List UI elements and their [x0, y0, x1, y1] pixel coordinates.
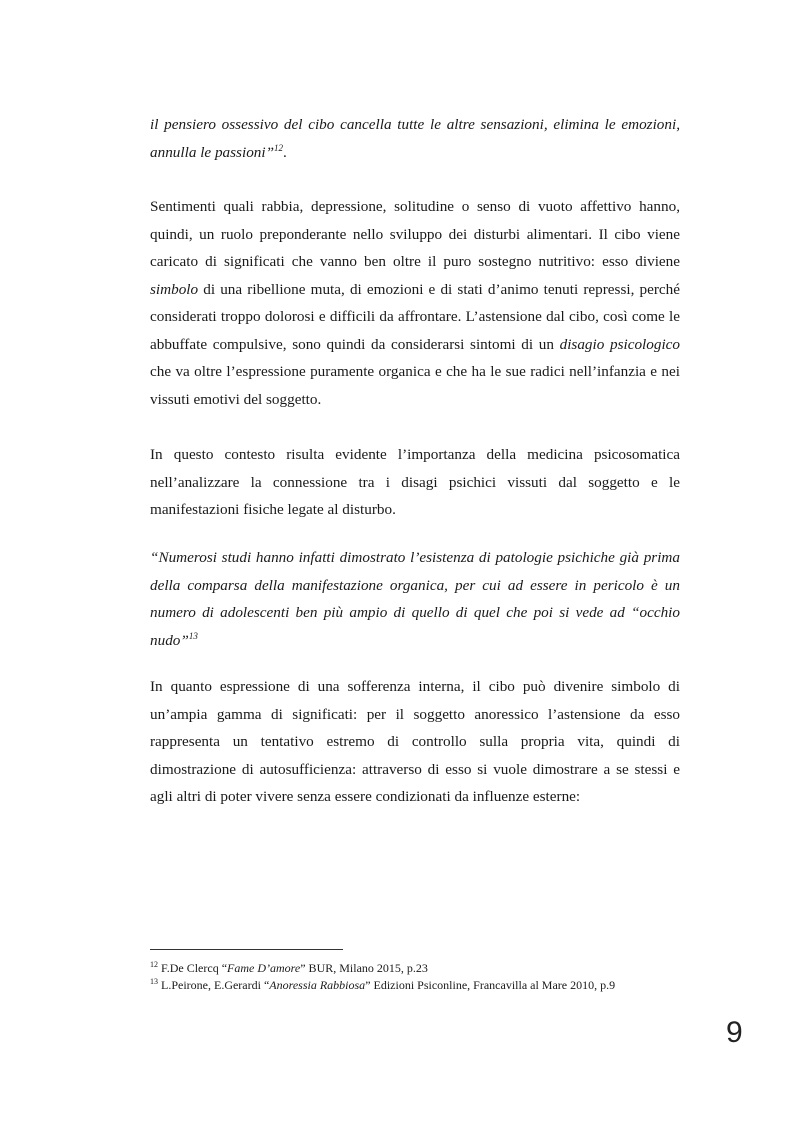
p2-part-e: che va oltre l’espressione puramente organica e che ha le sue radici nell’infanzia e nei vissuti emotivi del soggetto. [150, 363, 680, 408]
p2-part-c: di una ribellione muta, di emozioni e di stati d’animo tenuti repressi, perché considerati troppo dolorosi e difficili da affrontare. L’astensione dal cibo, così come le abbuffate compulsive, sono quindi da considerarsi sintomi di un [150, 280, 680, 353]
footnote-13-author: L.Peirone, E.Gerardi “ [161, 978, 270, 992]
footnote-13 [150, 977, 710, 993]
p3-text: In questo contesto risulta evidente l’importanza della medicina psicosomatica nell’analizzare la connessione tra i disagi psichici vissuti dal soggetto e le manifestazioni fisiche legate al disturbo. [150, 446, 680, 518]
footnote-12-title: Fame D’amore [227, 961, 301, 975]
paragraph-quote-2 [150, 544, 680, 654]
quote-1-text: il pensiero ossessivo del cibo cancella tutte le altre sensazioni, elimina le emozioni, annulla le passioni” [150, 116, 680, 161]
p5-text: In quanto espressione di una sofferenza interna, il cibo può divenire simbolo di un’ampia gamma di significati: per il soggetto anoressico l’astensione da esso rappresenta un tentativo estremo di controllo sulla propria vita, quindi di dimostrazione di autosufficienza: attraverso di esso si vuole dimostrare a se stessi e agli altri di poter vivere senza essere condizionati da influenze esterne: [150, 678, 680, 805]
footnote-12-author: F.De Clercq “ [161, 961, 228, 975]
p2-part-a: Sentimenti quali rabbia, depressione, solitudine o senso di vuoto affettivo hanno, quindi, un ruolo preponderante nello sviluppo dei disturbi alimentari. Il cibo viene caricato di significati che vanno ben oltre il puro sostegno nutritivo: esso diviene [150, 198, 680, 270]
footnote-divider [150, 949, 343, 950]
footnote-13-details: ” Edizioni Psiconline, Francavilla al Mare 2010, p.9 [365, 978, 616, 992]
quote-1-end: . [283, 143, 287, 161]
footnote-12 [150, 960, 710, 976]
footnote-12-number: 12 [150, 960, 158, 969]
page-number: 9 [726, 1016, 743, 1049]
paragraph-5 [150, 673, 680, 811]
paragraph-2 [150, 193, 680, 413]
footnote-ref-13[interactable]: 13 [188, 630, 198, 641]
p2-emphasis-disagio: disagio psicologico [559, 335, 680, 353]
footnote-ref-12[interactable]: 12 [274, 142, 284, 153]
footnote-13-title: Anoressia Rabbiosa [269, 978, 366, 992]
paragraph-quote-1 [150, 111, 680, 166]
footnote-13-number: 13 [150, 977, 158, 986]
paragraph-3 [150, 441, 680, 524]
p2-emphasis-simbolo: simbolo [150, 280, 199, 298]
footnote-12-details: ” BUR, Milano 2015, p.23 [300, 961, 428, 975]
quote-2-text: “Numerosi studi hanno infatti dimostrato l’esistenza di patologie psichiche già prima della comparsa della manifestazione organica, per cui ad essere in pericolo è un numero di adolescenti ben più ampio di quello di quel che poi si vede ad “occhio nudo” [150, 549, 680, 649]
